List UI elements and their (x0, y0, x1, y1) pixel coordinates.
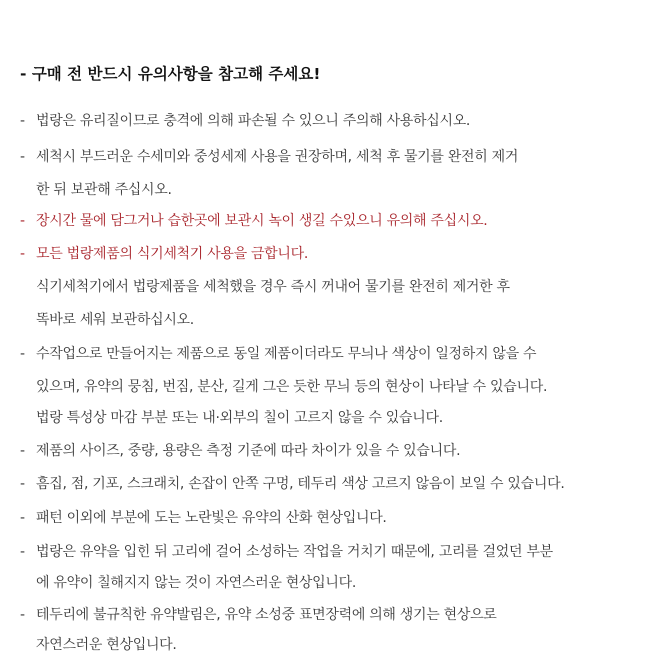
notice-line (20, 440, 460, 460)
line-text: 법랑은 유리질이므로 충격에 의해 파손될 수 있으니 주의해 사용하십시오. (36, 113, 471, 129)
line-text: 모든 법랑제품의 식기세척기 사용을 금합니다. (36, 246, 309, 262)
bullet-dash: - (20, 149, 25, 165)
notice-title: - 구매 전 반드시 유의사항을 참고해 주세요! (20, 65, 321, 83)
line-text: 자연스러운 현상입니다. (36, 637, 177, 653)
notice-line (20, 146, 518, 166)
bullet-dash: - (20, 476, 25, 492)
line-text: 장시간 물에 담그거나 습한곳에 보관시 녹이 생길 수있으니 유의해 주십시오. (36, 213, 488, 229)
line-text: 제품의 사이즈, 중량, 용량은 측정 기준에 따라 차이가 있을 수 있습니다. (36, 443, 461, 459)
bullet-dash: - (20, 510, 25, 526)
notice-line (20, 343, 536, 363)
notice-line-continued (36, 179, 172, 199)
bullet-dash: - (20, 544, 25, 560)
line-text: 식기세척기에서 법랑제품을 세척했을 경우 즉시 꺼내어 물기를 완전히 제거한 후 (36, 279, 510, 295)
notice-line-warning (20, 210, 487, 230)
notice-line (20, 604, 497, 624)
line-text: 똑바로 세워 보관하십시오. (36, 312, 194, 328)
notice-line-continued (36, 572, 356, 592)
notice-line-continued (36, 309, 194, 329)
bullet-dash: - (20, 213, 25, 229)
notice-line (20, 473, 564, 493)
notice-line-continued (36, 407, 443, 427)
line-text: 법랑 특성상 마감 부분 또는 내·외부의 칠이 고르지 않을 수 있습니다. (36, 410, 443, 426)
notice-line (20, 110, 470, 130)
line-text: 에 유약이 칠해지지 않는 것이 자연스러운 현상입니다. (36, 575, 356, 591)
notice-line-warning (20, 243, 308, 263)
line-text: 한 뒤 보관해 주십시오. (36, 182, 172, 198)
bullet-dash: - (20, 443, 25, 459)
line-text: 테두리에 불규칙한 유약발림은, 유약 소성중 표면장력에 의해 생기는 현상으로 (36, 607, 497, 623)
bullet-dash: - (20, 607, 25, 623)
line-text: 있으며, 유약의 뭉침, 번짐, 분산, 길게 그은 듯한 무늬 등의 현상이 나타날 수 있습니다. (36, 379, 548, 395)
line-text: 패턴 이외에 부분에 도는 노란빛은 유약의 산화 현상입니다. (36, 510, 387, 526)
notice-line (20, 541, 553, 561)
line-text: 흠집, 점, 기포, 스크래치, 손잡이 안쪽 구멍, 테두리 색상 고르지 않음이 보일 수 있습니다. (36, 476, 565, 492)
notice-line-continued (36, 276, 510, 296)
notice-line-continued (36, 634, 177, 654)
bullet-dash: - (20, 346, 25, 362)
notice-line-continued (36, 376, 547, 396)
line-text: 법랑은 유약을 입힌 뒤 고리에 걸어 소성하는 작업을 거치기 때문에, 고리를 걸었던 부분 (36, 544, 553, 560)
line-text: 세척시 부드러운 수세미와 중성세제 사용을 권장하며, 세척 후 물기를 완전히 제거 (36, 149, 519, 165)
bullet-dash: - (20, 113, 25, 129)
bullet-dash: - (20, 246, 25, 262)
line-text: 수작업으로 만들어지는 제품으로 동일 제품이더라도 무늬나 색상이 일정하지 않을 수 (36, 346, 537, 362)
notice-line (20, 507, 387, 527)
